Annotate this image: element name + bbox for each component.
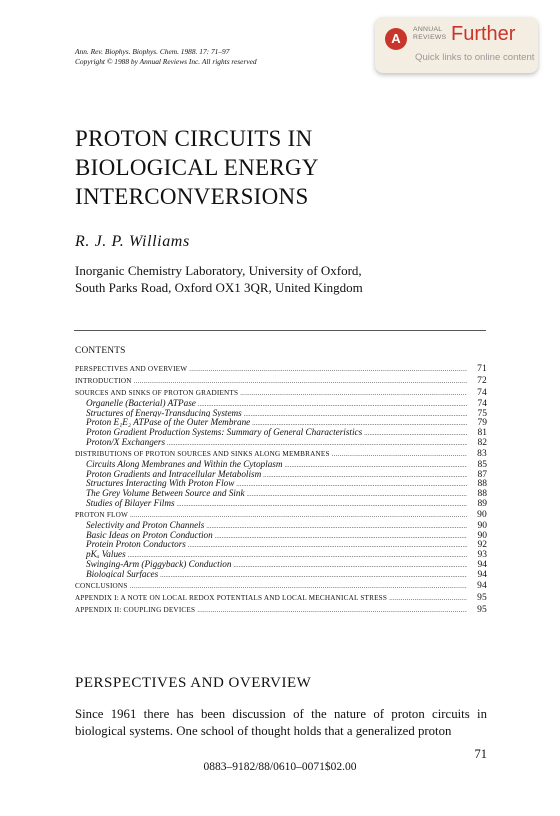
table-of-contents: [75, 364, 487, 614]
toc-entry-page: 90: [477, 530, 487, 540]
title-line: BIOLOGICAL ENERGY: [75, 155, 319, 180]
toc-entry-page: 94: [477, 580, 487, 591]
toc-entry-page: 72: [477, 375, 487, 386]
annual-reviews-further-badge[interactable]: [375, 17, 538, 73]
affiliation-line: Inorganic Chemistry Laboratory, University of Oxford,: [75, 263, 362, 278]
toc-dot-leader: [130, 582, 467, 590]
toc-entry-page: 85: [477, 459, 487, 469]
toc-entry-label: Proton Gradients and Intracellular Metabolism: [86, 468, 262, 479]
copyright-line: Copyright © 1988 by Annual Reviews Inc. All rights reserved: [75, 57, 257, 66]
toc-entry-label: Structures of Energy-Transducing Systems: [86, 407, 242, 418]
toc-entry[interactable]: [75, 408, 487, 418]
toc-entry[interactable]: [75, 539, 487, 549]
toc-entry-page: 81: [477, 428, 487, 437]
toc-dot-leader: [332, 450, 467, 458]
toc-entry-label: Structures Interacting With Proton Flow: [86, 478, 235, 489]
toc-entry[interactable]: [75, 469, 487, 479]
contents-heading: CONTENTS: [75, 346, 126, 356]
footer-code: 0883–9182/88/0610–0071$02.00: [203, 761, 357, 773]
toc-entry-page: 90: [477, 509, 487, 520]
toc-entry[interactable]: [75, 427, 487, 437]
toc-dot-leader: [244, 410, 467, 418]
toc-dot-leader: [364, 429, 467, 437]
toc-entry-label: DISTRIBUTIONS OF PROTON SOURCES AND SINKS ALONG MEMBRANES: [75, 449, 330, 458]
toc-entry[interactable]: [75, 569, 487, 579]
toc-entry[interactable]: [75, 376, 487, 386]
toc-dot-leader: [198, 400, 467, 408]
toc-entry-label: APPENDIX II: COUPLING DEVICES: [75, 605, 196, 614]
wordmark-reviews: REVIEWS: [413, 34, 447, 41]
body-paragraph: Since 1961 there has been discussion of the nature of proton circuits in biological systems. One school of thought holds that a generalized proton: [75, 707, 487, 738]
toc-entry-page: 87: [477, 469, 487, 479]
toc-entry-page: 88: [477, 489, 487, 498]
toc-dot-leader: [188, 541, 467, 549]
toc-entry-page: 79: [477, 418, 487, 428]
journal-header: [75, 47, 257, 67]
toc-entry-page: 94: [477, 569, 487, 579]
toc-entry-page: 95: [477, 592, 487, 603]
toc-entry-label: Biological Surfaces: [86, 568, 159, 579]
toc-entry-label: CONCLUSIONS: [75, 581, 128, 590]
toc-entry-label: Studies of Bilayer Films: [86, 497, 175, 508]
toc-entry-label: Protein Proton Conductors: [86, 539, 186, 550]
toc-dot-leader: [285, 461, 467, 469]
affiliation: [75, 262, 363, 296]
toc-entry-page: 71: [477, 364, 487, 374]
toc-entry[interactable]: [75, 437, 487, 447]
toc-entry[interactable]: [75, 593, 487, 603]
toc-dot-leader: [177, 500, 467, 508]
further-label: Further: [451, 23, 516, 45]
toc-dot-leader: [215, 532, 467, 540]
toc-entry-label: PERSPECTIVES AND OVERVIEW: [75, 365, 188, 373]
toc-entry-page: 89: [477, 498, 487, 508]
wordmark-annual: ANNUAL: [413, 26, 443, 33]
toc-entry-label: Organelle (Bacterial) ATPase: [86, 397, 196, 408]
toc-entry-label: Proton E₁E₂ ATPase of the Outer Membrane: [86, 417, 251, 428]
title-line: PROTON CIRCUITS IN: [75, 126, 313, 151]
toc-entry-label: Swinging-Arm (Piggyback) Conduction: [86, 558, 232, 569]
affiliation-line: South Parks Road, Oxford OX1 3QR, United Kingdom: [75, 280, 363, 295]
toc-dot-leader: [240, 389, 467, 397]
toc-entry-label: Proton/X Exchangers: [86, 436, 166, 447]
toc-dot-leader: [134, 377, 467, 385]
toc-entry[interactable]: [75, 398, 487, 408]
toc-entry-label: SOURCES AND SINKS OF PROTON GRADIENTS: [75, 388, 239, 397]
toc-entry[interactable]: [75, 605, 487, 615]
toc-entry-label: PROTON FLOW: [75, 510, 128, 519]
toc-dot-leader: [130, 511, 467, 519]
toc-entry-label: Selectivity and Proton Channels: [86, 519, 205, 530]
divider-rule: [74, 330, 486, 331]
toc-entry-label: Circuits Along Membranes and Within the Cytoplasm: [86, 458, 283, 469]
toc-entry[interactable]: [75, 559, 487, 569]
toc-entry[interactable]: [75, 388, 487, 398]
toc-entry-label: Proton Gradient Production Systems: Summary of General Characteristics: [86, 427, 363, 437]
toc-entry-page: 88: [477, 479, 487, 489]
toc-entry-page: 93: [477, 550, 487, 559]
toc-entry-page: 83: [477, 448, 487, 459]
toc-dot-leader: [206, 522, 467, 530]
toc-entry[interactable]: [75, 581, 487, 591]
annual-reviews-wordmark: [413, 26, 446, 42]
toc-dot-leader: [197, 606, 467, 614]
toc-entry[interactable]: [75, 520, 487, 530]
toc-dot-leader: [236, 480, 467, 488]
toc-dot-leader: [389, 594, 467, 602]
toc-entry-label: Basic Ideas on Proton Conduction: [86, 529, 213, 540]
toc-entry[interactable]: [75, 488, 487, 498]
toc-entry-page: 95: [477, 604, 487, 615]
annual-reviews-logo-icon: A: [385, 28, 407, 50]
toc-entry-page: 94: [477, 559, 487, 569]
toc-dot-leader: [128, 551, 467, 559]
toc-dot-leader: [189, 365, 467, 373]
toc-dot-leader: [167, 439, 467, 447]
toc-entry[interactable]: [75, 549, 487, 559]
toc-dot-leader: [263, 471, 467, 479]
toc-entry[interactable]: [75, 478, 487, 488]
journal-citation: Ann. Rev. Biophys. Biophys. Chem. 1988. 17: 71–97: [75, 47, 230, 56]
toc-entry[interactable]: [75, 449, 487, 459]
toc-entry-label: APPENDIX I: A NOTE ON LOCAL REDOX POTENTIALS AND LOCAL MECHANICAL STRESS: [75, 593, 388, 602]
section-heading: PERSPECTIVES AND OVERVIEW: [75, 675, 312, 691]
toc-dot-leader: [247, 490, 467, 498]
author-name: R. J. P. Williams: [75, 233, 190, 250]
toc-entry-label: pKₐ Values: [86, 549, 126, 559]
toc-entry-page: 75: [477, 408, 487, 418]
toc-entry[interactable]: [75, 498, 487, 508]
toc-dot-leader: [252, 419, 467, 427]
toc-dot-leader: [160, 571, 467, 579]
title-line: INTERCONVERSIONS: [75, 184, 309, 209]
toc-entry-label: INTRODUCTION: [75, 376, 132, 385]
toc-entry-label: The Grey Volume Between Source and Sink: [86, 488, 245, 498]
toc-entry-page: 92: [477, 540, 487, 550]
toc-entry[interactable]: [75, 510, 487, 520]
page-number: 71: [474, 747, 487, 761]
toc-dot-leader: [233, 561, 467, 569]
toc-entry[interactable]: [75, 417, 487, 427]
toc-entry[interactable]: [75, 530, 487, 540]
toc-entry[interactable]: [75, 459, 487, 469]
toc-entry-page: 74: [477, 398, 487, 408]
toc-entry-page: 74: [477, 387, 487, 398]
article-title: [75, 124, 319, 211]
toc-entry-page: 90: [477, 520, 487, 530]
toc-entry-page: 82: [477, 437, 487, 447]
quick-links-text: Quick links to online content: [415, 52, 535, 63]
toc-entry[interactable]: [75, 364, 487, 374]
